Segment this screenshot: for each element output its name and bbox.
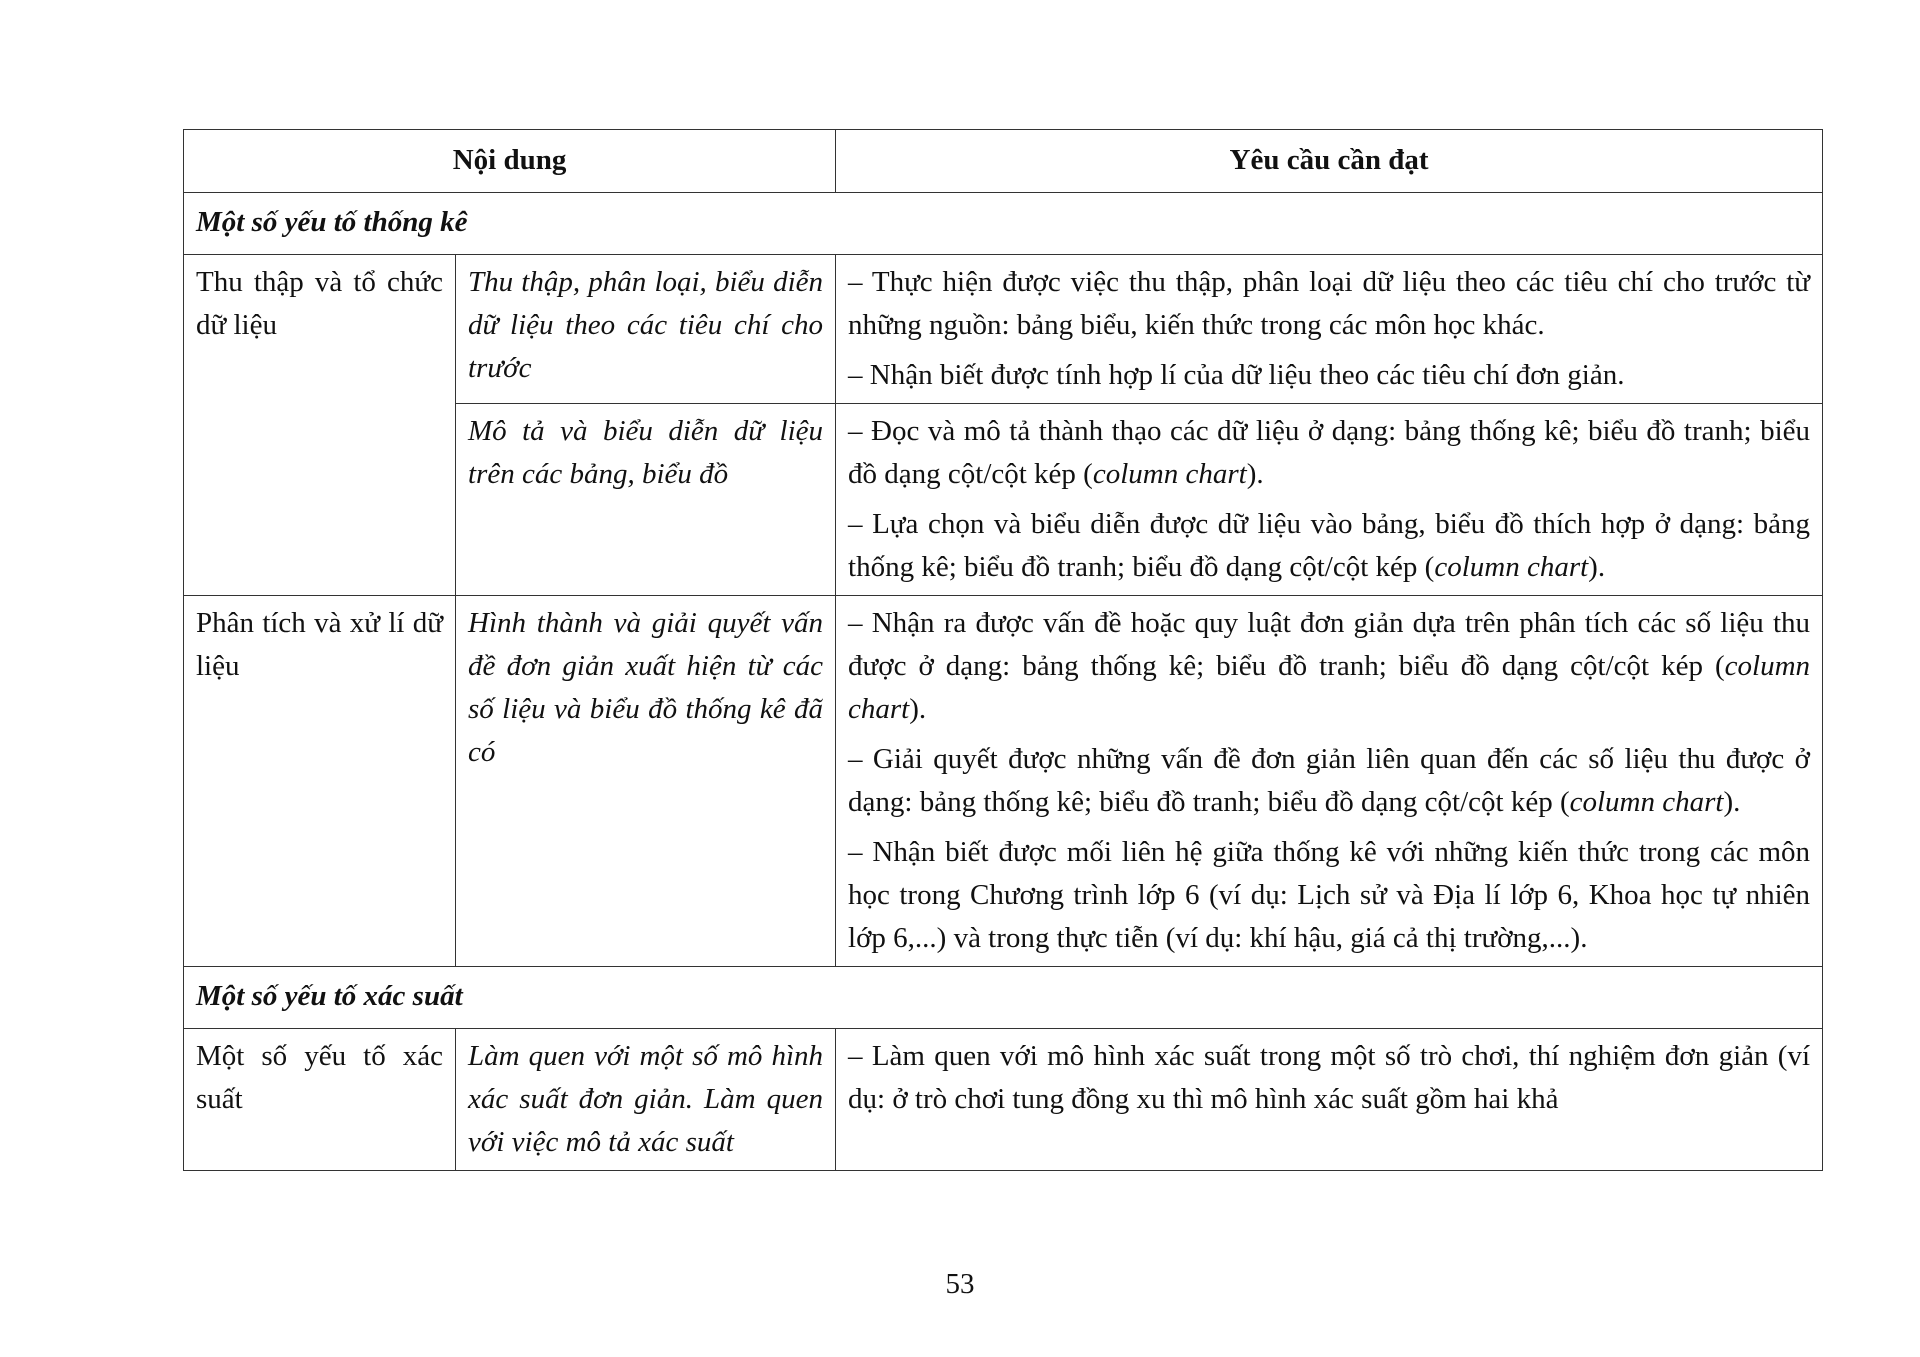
subtopic-cell: Làm quen với một số mô hình xác suất đơn giản. Làm quen với việc mô tả xác suất (456, 1029, 836, 1171)
table-header-row (184, 130, 1823, 193)
requirement-text: ). (1246, 458, 1264, 490)
requirement-term: column chart (1434, 551, 1589, 583)
requirement-cell (836, 255, 1823, 404)
requirement-cell (836, 1029, 1823, 1171)
section-row (184, 193, 1823, 255)
topic-cell: Thu thập và tổ chức dữ liệu (184, 255, 456, 596)
requirement-text: – Lựa chọn và biểu diễn được dữ liệu vào bảng, biểu đồ thích hợp ở dạng: bảng thống kê; biểu đồ tranh; biểu đồ dạng cột/cột kép ( (848, 508, 1811, 583)
requirement-cell (836, 596, 1823, 967)
requirement-item: – Thực hiện được việc thu thập, phân loại dữ liệu theo các tiêu chí cho trước từ những nguồn: bảng biểu, kiến thức trong các môn học khác. (848, 266, 1811, 341)
table-row (184, 255, 1823, 404)
subtopic-cell: Mô tả và biểu diễn dữ liệu trên các bảng, biểu đồ (456, 404, 836, 596)
section-title-statistics: Một số yếu tố thống kê (184, 193, 1823, 255)
header-requirement: Yêu cầu cần đạt (836, 130, 1823, 193)
requirement-text: – Nhận ra được vấn đề hoặc quy luật đơn giản dựa trên phân tích các số liệu thu được ở dạng: bảng thống kê; biểu đồ tranh; biểu đồ dạng cột/cột kép ( (848, 607, 1811, 682)
curriculum-table (183, 129, 1823, 1171)
requirement-item (848, 503, 1810, 589)
requirement-term: column chart (848, 650, 1811, 725)
topic-cell: Phân tích và xử lí dữ liệu (184, 596, 456, 967)
section-title-probability: Một số yếu tố xác suất (184, 967, 1823, 1029)
requirement-text: – Đọc và mô tả thành thạo các dữ liệu ở dạng: bảng thống kê; biểu đồ tranh; biểu đồ dạng cột/cột kép ( (848, 415, 1811, 490)
requirement-item (848, 738, 1810, 824)
header-content: Nội dung (184, 130, 836, 193)
topic-cell: Một số yếu tố xác suất (184, 1029, 456, 1171)
requirement-term: column chart (1092, 458, 1247, 490)
requirement-item: – Nhận biết được tính hợp lí của dữ liệu theo các tiêu chí đơn giản. (848, 359, 1625, 391)
page-number: 53 (945, 1268, 975, 1300)
requirement-item (848, 602, 1810, 731)
requirement-item: – Làm quen với mô hình xác suất trong một số trò chơi, thí nghiệm đơn giản (ví dụ: ở trò chơi tung đồng xu thì mô hình xác suất gồm hai khả (848, 1040, 1811, 1115)
table-row (184, 1029, 1823, 1171)
section-row (184, 967, 1823, 1029)
requirement-term: column chart (1569, 786, 1724, 818)
requirement-text: ). (1723, 786, 1741, 818)
table-row (184, 596, 1823, 967)
requirement-cell (836, 404, 1823, 596)
requirement-item: – Nhận biết được mối liên hệ giữa thống kê với những kiến thức trong các môn học trong Chương trình lớp 6 (ví dụ: Lịch sử và Địa lí lớp 6, Khoa học tự nhiên lớp 6,...) và trong thực tiễn (ví dụ: khí hậu, giá cả thị trường,...). (848, 836, 1811, 954)
subtopic-cell: Thu thập, phân loại, biểu diễn dữ liệu theo các tiêu chí cho trước (456, 255, 836, 404)
subtopic-cell: Hình thành và giải quyết vấn đề đơn giản xuất hiện từ các số liệu và biểu đồ thống kê đã có (456, 596, 836, 967)
requirement-text: – Giải quyết được những vấn đề đơn giản liên quan đến các số liệu thu được ở dạng: bảng thống kê; biểu đồ tranh; biểu đồ dạng cột/cột kép ( (848, 743, 1811, 818)
requirement-text: ). (1588, 551, 1606, 583)
requirement-item (848, 410, 1810, 496)
requirement-text: ). (909, 693, 927, 725)
